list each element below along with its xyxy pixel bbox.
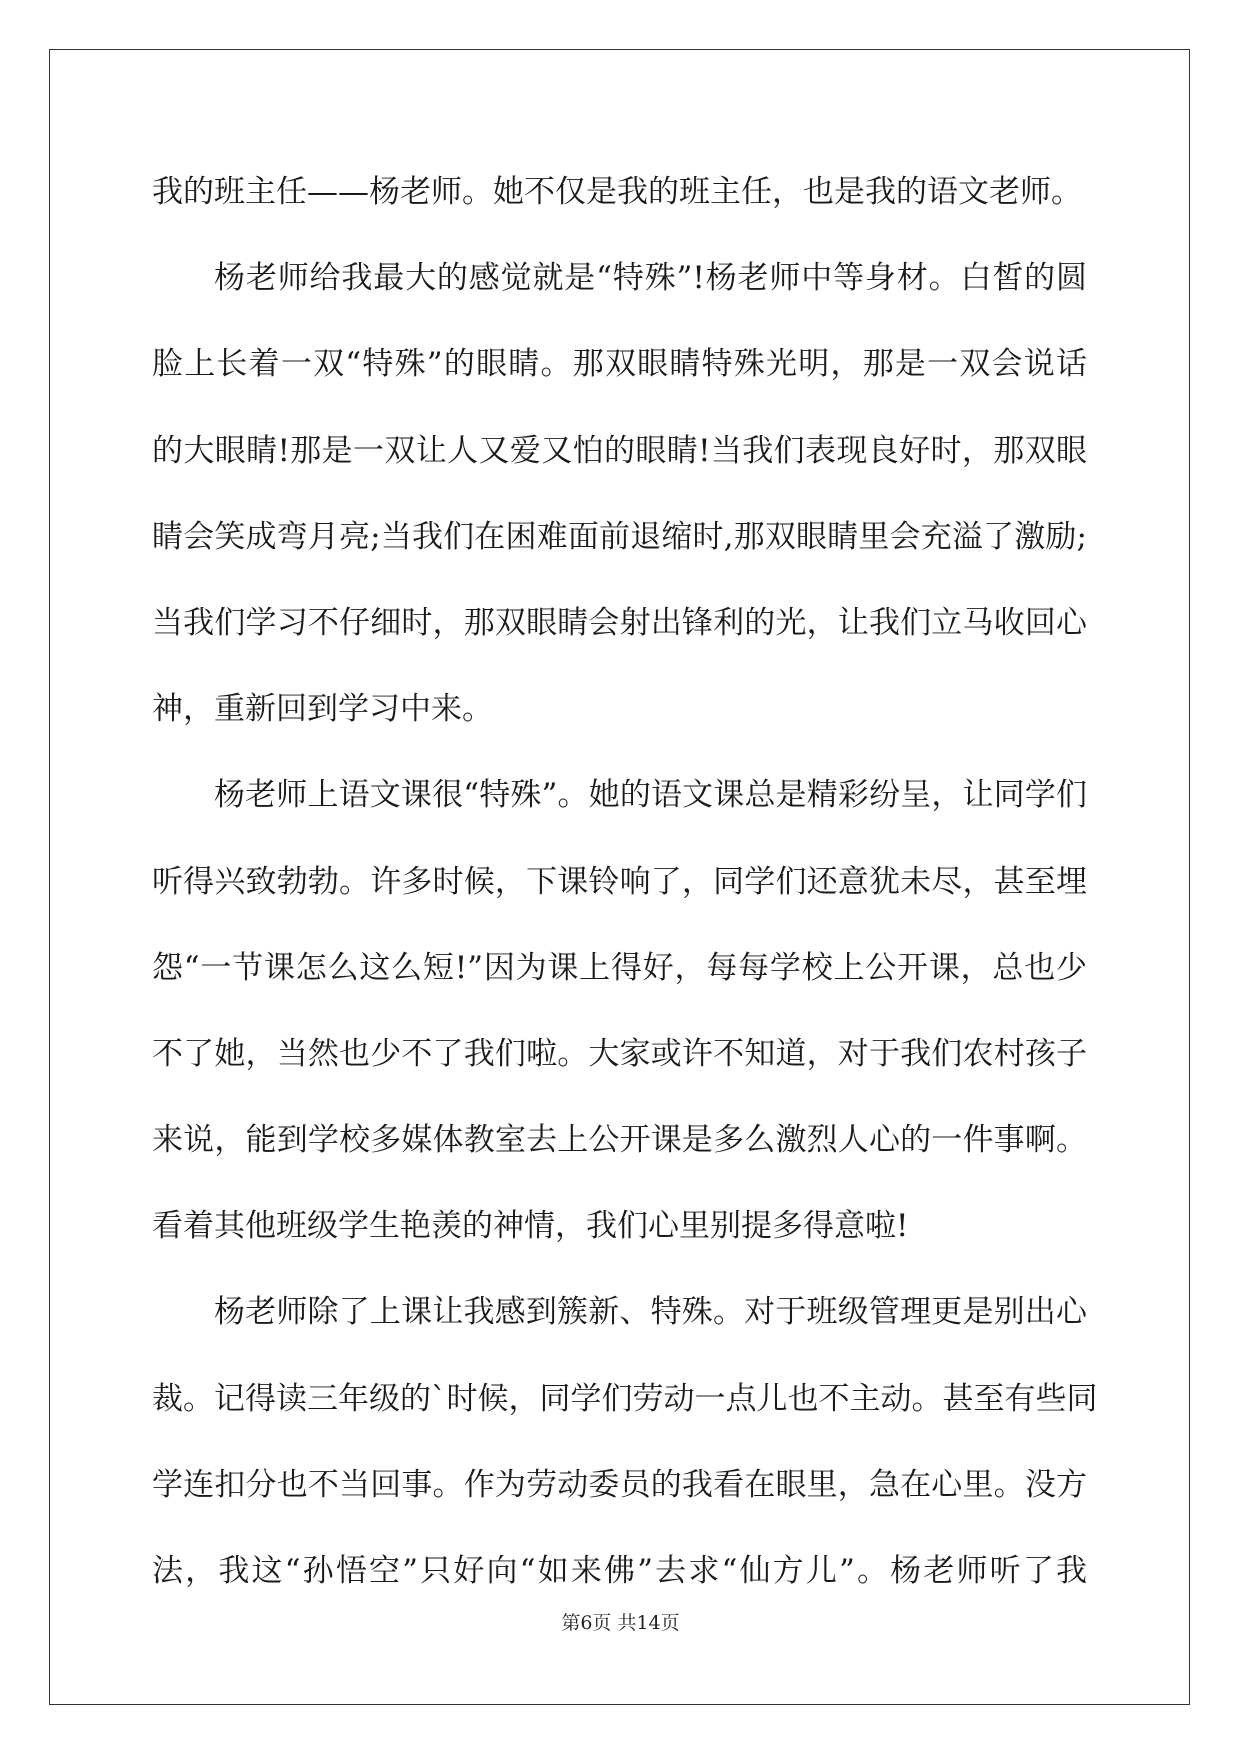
text-line: 当我们学习不仔细时，那双眼睛会射出锋利的光，让我们立马收回心 [152,604,1087,641]
text-line: 法，我这“孙悟空”只好向“如来佛”去求“仙方儿”。杨老师听了我 [152,1553,1087,1589]
text-line: 杨老师上语文课很“特殊”。她的语文课总是精彩纷呈，让同学们 [214,777,1087,814]
text-line: 看着其他班级学生艳羡的神情，我们心里别提多得意啦! [152,1208,909,1245]
text-line: 来说，能到学校多媒体教室去上公开课是多么激烈人心的一件事啊。 [152,1122,1087,1159]
text-line: 我的班主任——杨老师。她不仅是我的班主任，也是我的语文老师。 [152,174,1082,210]
text-line: 学连扣分也不当回事。作为劳动委员的我看在眼里，急在心里。没方 [152,1466,1087,1503]
text-line: 怨“一节课怎么这么短!”因为课上得好，每每学校上公开课，总也少 [152,949,1087,986]
text-line: 听得兴致勃勃。许多时候，下课铃响了，同学们还意犹未尽，甚至埋 [152,863,1087,900]
text-line: 的大眼睛!那是一双让人又爱又怕的眼睛!当我们表现良好时，那双眼 [152,432,1087,469]
text-line: 神，重新回到学习中来。 [152,691,493,728]
document-body [152,160,1098,1625]
text-line: 裁。记得读三年级的`时候，同学们劳动一点儿也不主动。甚至有些同 [152,1380,1098,1417]
text-line: 脸上长着一双“特殊”的眼睛。那双眼睛特殊光明，那是一双会说话 [152,346,1087,383]
page-number-footer: 第6页 共14页 [561,1612,680,1634]
text-line: 不了她，当然也少不了我们啦。大家或许不知道，对于我们农村孩子 [152,1035,1087,1072]
text-line: 杨老师除了上课让我感到簇新、特殊。对于班级管理更是别出心 [214,1294,1087,1331]
text-line: 杨老师给我最大的感觉就是“特殊”!杨老师中等身材。白皙的圆 [214,260,1087,297]
text-line: 睛会笑成弯月亮;当我们在困难面前退缩时,那双眼睛里会充溢了激励; [152,518,1087,555]
